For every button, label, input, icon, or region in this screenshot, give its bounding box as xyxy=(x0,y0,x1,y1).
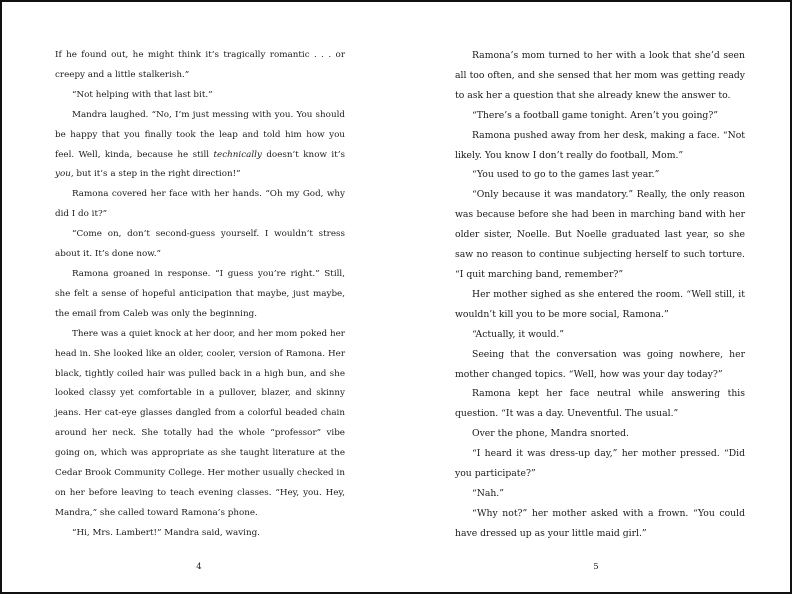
paragraph: Over the phone, Mandra snorted. xyxy=(472,428,629,440)
paragraph: There was a quiet knock at her door, and her mom poked her head in. She looked like an older, cooler, version of Ramona. Her black, tightly coiled hair was pulled back in a high bun, and she looked classy yet comfortable in a pullover, blazer, and skinny jeans. Her cat-eye glasses dangled from a colorful beaded chain around her neck. She totally had the whole “professor” vibe going on, which was appropriate as she taught literature at the Cedar Brook Community College. Her mother usually checked in on her before leaving to teach evening classes. “Hey, you. Hey, Mandra,” she called toward Ramona’s phone. xyxy=(55,328,345,518)
text-run: doesn’t know it’s xyxy=(261,149,345,160)
paragraph: “Nah.” xyxy=(472,487,504,499)
paragraph: “Only because it was mandatory.” Really, the only reason was because before she had been in marching band with her older sister, Noelle. But Noelle graduated last year, so she saw no reason to continue subjecting herself to such torture. “I quit marching band, remember?” xyxy=(455,189,745,280)
italic-run: you xyxy=(55,169,71,180)
left-page-text xyxy=(55,46,345,544)
paragraph: Ramona pushed away from her desk, making a face. “Not likely. You know I don’t really do football, Mom.” xyxy=(455,129,745,161)
paragraph: Her mother sighed as she entered the room. “Well still, it wouldn’t kill you to be more social, Ramona.” xyxy=(455,288,745,320)
paragraph: “I heard it was dress-up day,” her mother pressed. “Did you participate?” xyxy=(455,448,745,480)
paragraph: Ramona kept her face neutral while answering this question. “It was a day. Uneventful. The usual.” xyxy=(455,388,745,420)
paragraph: “There’s a football game tonight. Aren’t you going?” xyxy=(472,109,719,121)
page-number: 4 xyxy=(196,562,202,572)
page-number: 5 xyxy=(593,562,599,572)
paragraph: Ramona covered her face with her hands. “Oh my God, why did I do it?” xyxy=(55,189,345,220)
paragraph: “Why not?” her mother asked with a frown. “You could have dressed up as your little maid girl.” xyxy=(455,507,745,539)
paragraph: If he found out, he might think it’s tragically romantic . . . or creepy and a little stalkerish.” xyxy=(55,50,345,80)
paragraph: “Hi, Mrs. Lambert!” Mandra said, waving. xyxy=(72,527,260,538)
paragraph: Seeing that the conversation was going nowhere, her mother changed topics. “Well, how was your day today?” xyxy=(455,348,745,380)
paragraph: “Actually, it would.” xyxy=(472,328,564,340)
paragraph: “Not helping with that last bit.” xyxy=(72,89,213,100)
paragraph: “You used to go to the games last year.” xyxy=(472,169,660,181)
paragraph: Ramona groaned in response. “I guess you’re right.” Still, she felt a sense of hopeful anticipation that maybe, just maybe, the email from Caleb was only the beginning. xyxy=(55,268,345,319)
text-run: , but it’s a step in the right direction!” xyxy=(70,169,241,180)
text-run: Mandra laughed. “No, I’m just messing with you. You should be happy that you finally took the leap and told him how you feel. Well, kinda, because he still xyxy=(55,109,345,160)
right-page-text xyxy=(455,46,745,544)
paragraph: “Come on, don’t second-guess yourself. I wouldn’t stress about it. It’s done now.” xyxy=(55,229,345,260)
italic-run: technically xyxy=(213,149,262,160)
paragraph xyxy=(55,106,345,186)
paragraph: Ramona’s mom turned to her with a look that she’d seen all too often, and she sensed that her mom was getting ready to ask her a question that she already knew the answer to. xyxy=(455,50,745,101)
